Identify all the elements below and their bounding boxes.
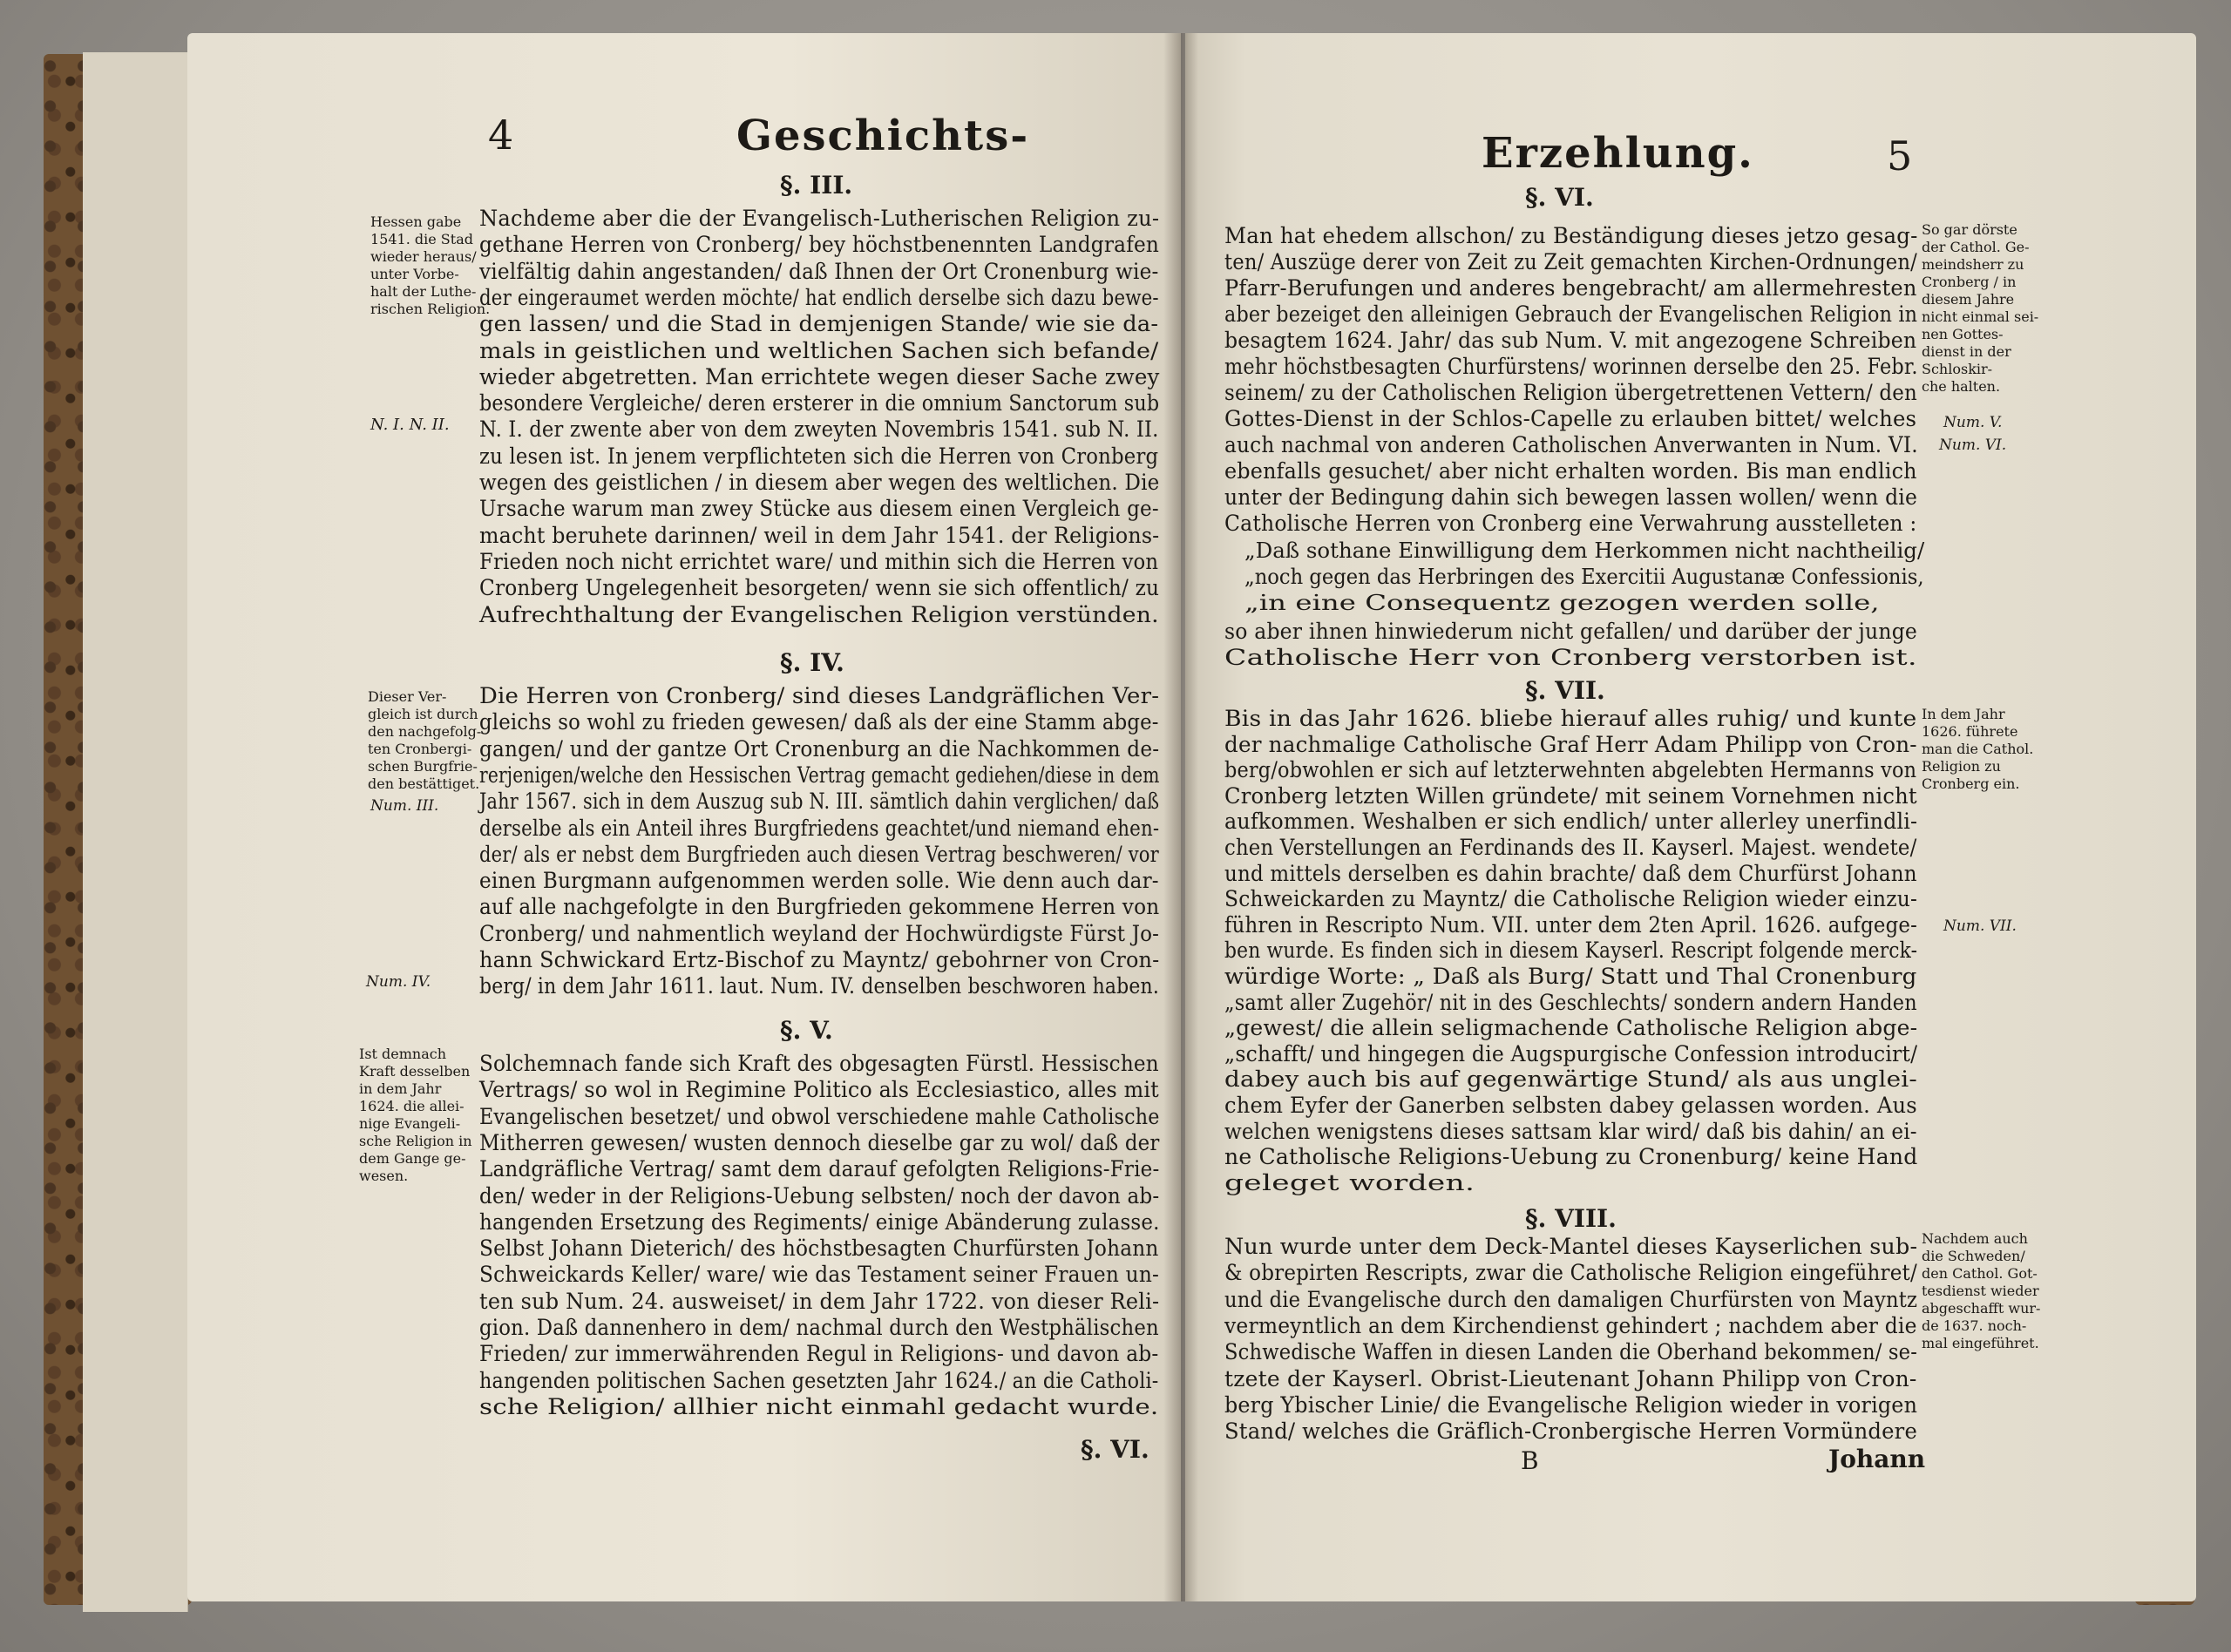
- page-stack-edge: [83, 52, 188, 1612]
- text-line: „gewest/ die allein seligmachende Catholische Religion abge-: [1224, 1015, 1918, 1042]
- text-line: berg Ybischer Linie/ die Evangelische Religion wieder in vorigen: [1224, 1391, 1918, 1418]
- text-line: der nachmalige Catholische Graf Herr Adam Philipp von Cron-: [1224, 731, 1917, 758]
- margin-note: Hessen gabe 1541. die Stad wieder heraus/ unter Vorbe- halt der Luthe- rischen Religion.: [370, 213, 491, 317]
- text-line: würdige Worte: „ Daß als Burg/ Statt und Thal Cronenburg: [1224, 964, 1917, 990]
- text-line: Evangelischen besetzet/ und obwol verschiedene mahle Catholische: [479, 1103, 1160, 1130]
- text-line: ne Catholische Religions-Uebung zu Cronenburg/ keine Hand: [1224, 1144, 1918, 1171]
- text-line: Schweickarden zu Mayntz/ die Catholische Religion wieder einzu-: [1224, 886, 1918, 913]
- text-line: Cronberg/ und nahmentlich weyland der Hochwürdigste Fürst Jo-: [479, 920, 1160, 947]
- text-line: Vertrags/ so wol in Regimine Politico als Ecclesiastico, alles mit: [479, 1077, 1159, 1104]
- text-line: Solchemnach fande sich Kraft des obgesagten Fürstl. Hessischen: [479, 1051, 1159, 1077]
- text-line: Nachdeme aber die der Evangelisch-Lutherischen Religion zu-: [479, 206, 1160, 232]
- text-line: auf alle nachgefolgte in den Burgfrieden gekommene Herren von: [479, 894, 1160, 921]
- section-heading: §. VI.: [1525, 183, 1594, 212]
- text-line: gethane Herren von Cronberg/ bey höchstbenennten Landgrafen: [479, 232, 1160, 259]
- text-line: Cronberg Ungelegenheit besorgeten/ wenn sie sich offentlich/ zu: [479, 575, 1160, 602]
- text-line: chem Eyfer der Ganerben selbsten dabey gelassen worden. Aus: [1224, 1093, 1917, 1119]
- text-line: so aber ihnen hinwiederum nicht gefallen/ und darüber der junge: [1224, 619, 1918, 645]
- text-line: ben wurde. Es finden sich in diesem Kayserl. Rescript folgende merck-: [1224, 938, 1918, 965]
- text-line: chen Verstellungen an Ferdinands des II. Kayserl. Majest. wendete/: [1224, 835, 1917, 861]
- text-line: mehr höchstbesagten Churfürstens/ worinnen derselbe den 25. Febr.: [1224, 354, 1918, 380]
- signature-mark: B: [1521, 1446, 1539, 1475]
- text-line: „schafft/ und hingegen die Augspurgische Confession introducirt/: [1224, 1040, 1918, 1067]
- text-line: seinem/ zu der Catholischen Religion übergetrettenen Vettern/ den: [1224, 380, 1917, 406]
- section-heading: §. III.: [780, 171, 853, 200]
- text-line: „samt aller Zugehör/ nit in des Geschlechts/ sondern andern Handen: [1224, 989, 1917, 1016]
- text-line: hangenden Ersetzung des Regiments/ einige Abänderung zulasse.: [479, 1209, 1160, 1236]
- text-line: Jahr 1567. sich in dem Auszug sub N. III. sämtlich dahin verglichen/ daß: [479, 789, 1160, 816]
- text-line: derselbe als ein Anteil ihres Burgfriedens geachtet/und niemand ehen-: [479, 815, 1160, 842]
- text-line: Stand/ welches die Gräflich-Cronbergische Herren Vormündere: [1224, 1418, 1917, 1446]
- text-line: zu lesen ist. In jenem verpflichteten sich die Herren von Cronberg: [479, 443, 1159, 470]
- text-line: und die Evangelische durch den damaligen Churfürsten von Mayntz: [1224, 1286, 1918, 1313]
- margin-reference: Num. IV.: [366, 973, 431, 991]
- text-line: Ursache warum man zwey Stücke aus diesem einen Vergleich ge-: [479, 496, 1159, 523]
- text-line: Gottes-Dienst in der Schlos-Capelle zu erlauben bittet/ welches: [1224, 406, 1917, 432]
- text-line: N. I. der zwente aber von dem zweyten Novembris 1541. sub N. II.: [479, 416, 1159, 443]
- running-head-left: Geschichts-: [736, 112, 1030, 160]
- text-line: der eingeraumet werden möchte/ hat endlich derselbe sich dazu bewe-: [479, 284, 1159, 311]
- margin-reference: N. I. N. II.: [370, 416, 450, 434]
- section-heading: §. V.: [780, 1016, 833, 1045]
- catchword-right: Johann: [1828, 1445, 1926, 1473]
- text-line: dabey auch bis auf gegenwärtige Stund/ als aus unglei-: [1224, 1066, 1918, 1093]
- section-heading: §. IV.: [780, 648, 844, 677]
- text-line: besondere Vergleiche/ deren ersterer in die omnium Sanctorum sub: [479, 390, 1160, 417]
- margin-reference: Num. VII.: [1943, 917, 2017, 935]
- text-line: Catholische Herren von Cronberg eine Verwahrung ausstelleten :: [1224, 511, 1917, 537]
- text-line: der/ als er nebst dem Burgfrieden auch diesen Vertrag beschweren/ vor: [479, 841, 1159, 868]
- text-line: ebenfalls gesuchet/ aber nicht erhalten worden. Bis man endlich: [1224, 458, 1917, 484]
- page-number-left: 4: [488, 112, 514, 159]
- text-line: wegen des geistlichen / in diesem aber wegen des weltlichen. Die: [479, 470, 1160, 496]
- text-line: Nun wurde unter dem Deck-Mantel dieses Kayserlichen sub-: [1224, 1234, 1918, 1260]
- margin-note: In dem Jahr 1626. führete man die Cathol. Religion zu Cronberg ein.: [1922, 706, 2034, 792]
- text-line: geleget worden.: [1224, 1169, 1475, 1196]
- text-line: „in eine Consequentz gezogen werden solle,: [1244, 591, 1880, 615]
- text-line: aufkommen. Weshalben er sich endlich/ unter allerley unerfindli-: [1224, 809, 1918, 836]
- text-line: mals in geistlichen und weltlichen Sachen sich befande/: [479, 337, 1159, 364]
- section-heading: §. VII.: [1525, 676, 1605, 705]
- text-line: gangen/ und der gantze Ort Cronenburg an die Nachkommen de-: [479, 735, 1160, 762]
- text-line: einen Burgmann aufgenommen werden solle. Wie denn auch dar-: [479, 868, 1159, 895]
- section-heading: §. VIII.: [1525, 1204, 1617, 1233]
- text-line: „Daß sothane Einwilligung dem Herkommen nicht nachtheilig/: [1244, 538, 1925, 563]
- text-line: Frieden noch nicht errichtet ware/ und mithin sich die Herren von: [479, 548, 1159, 575]
- text-line: führen in Rescripto Num. VII. unter dem 2ten April. 1626. aufgege-: [1224, 911, 1917, 938]
- text-line: Mitherren gewesen/ wusten dennoch dieselbe gar zu wol/ daß der: [479, 1129, 1160, 1156]
- text-line: auch nachmal von anderen Catholischen Anverwanten in Num. VI.: [1224, 432, 1918, 458]
- text-line: Bis in das Jahr 1626. bliebe hierauf alles ruhig/ und kunte: [1224, 706, 1917, 732]
- margin-note: Ist demnach Kraft desselben in dem Jahr 1624. die allei- nige Evangeli- sche Religion in dem Gange ge- wesen.: [359, 1046, 472, 1184]
- text-line: vermeyntlich an dem Kirchendienst gehindert ; nachdem aber die: [1224, 1312, 1917, 1339]
- margin-note: So gar dörste der Cathol. Ge- meindsherr zu Cronberg / in diesem Jahre nicht einmal sei- nen Gottes- dienst in der Schloskir- che halten.: [1922, 221, 2039, 395]
- text-line: hann Schwickard Ertz-Bischof zu Mayntz/ gebohrner von Cron-: [479, 947, 1160, 973]
- text-line: Selbst Johann Dieterich/ des höchstbesagten Churfürsten Johann: [479, 1236, 1159, 1263]
- text-line: & obrepirten Rescripts, zwar die Catholische Religion eingeführet/: [1224, 1260, 1917, 1287]
- text-line: gleichs so wohl zu frieden gewesen/ daß als der eine Stamm abge-: [479, 709, 1159, 736]
- text-line: besagtem 1624. Jahr/ das sub Num. V. mit angezogene Schreiben: [1224, 328, 1917, 354]
- margin-note: Nachdem auch die Schweden/ den Cathol. Got- tesdienst wieder abgeschafft wur- de 1637. noch- mal eingeführet.: [1922, 1230, 2041, 1351]
- text-line: und mittels derselben es dahin brachte/ daß dem Churfürst Johann: [1224, 860, 1917, 887]
- running-head-right: Erzehlung.: [1482, 129, 1754, 178]
- text-line: Frieden/ zur immerwährenden Regul in Religions- und davon ab-: [479, 1341, 1159, 1368]
- text-line: Man hat ehedem allschon/ zu Beständigung dieses jetzo gesag-: [1224, 223, 1918, 249]
- text-line: „noch gegen das Herbringen des Exercitii Augustanæ Confessionis,: [1244, 565, 1924, 589]
- text-line: welchen wenigstens dieses sattsam klar wird/ daß bis dahin/ an ei-: [1224, 1118, 1917, 1145]
- text-line: aber bezeiget den alleinigen Gebrauch der Evangelischen Religion in: [1224, 301, 1918, 328]
- catchword-left: §. VI.: [1081, 1435, 1149, 1464]
- text-line: berg/ in dem Jahr 1611. laut. Num. IV. denselben beschworen haben.: [479, 973, 1159, 1000]
- text-line: Schwedische Waffen in diesen Landen die Oberhand bekommen/ se-: [1224, 1339, 1918, 1366]
- margin-note: Dieser Ver- gleich ist durch den nachgefolg- ten Cronbergi- schen Burgfrie- den bestättiget.: [368, 688, 482, 792]
- text-line: den/ weder in der Religions-Uebung selbsten/ noch der davon ab-: [479, 1182, 1160, 1209]
- margin-reference: Num. V.: [1943, 414, 2003, 431]
- text-line: tzete der Kayserl. Obrist-Lieutenant Johann Philipp von Cron-: [1224, 1365, 1917, 1392]
- text-line: unter der Bedingung dahin sich bewegen lassen wollen/ wenn die: [1224, 484, 1918, 511]
- book-gutter: [1163, 33, 1198, 1601]
- text-line: berg/obwohlen er sich auf letzterwehnten abgelebten Hermanns von: [1224, 757, 1917, 784]
- page-number-right: 5: [1887, 132, 1913, 179]
- text-line: gion. Daß dannenhero in dem/ nachmal durch den Westphälischen: [479, 1315, 1159, 1341]
- text-line: sche Religion/ allhier nicht einmahl gedacht wurde.: [479, 1393, 1159, 1420]
- text-line: wieder abgetretten. Man errichtete wegen dieser Sache zwey: [479, 363, 1160, 390]
- text-line: macht beruhete darinnen/ weil in dem Jahr 1541. der Religions-: [479, 522, 1160, 549]
- margin-reference: Num. VI.: [1939, 437, 2007, 454]
- text-line: ten sub Num. 24. ausweiset/ in dem Jahr 1722. von dieser Reli-: [479, 1288, 1160, 1315]
- text-line: Landgräfliche Vertrag/ samt dem darauf gefolgten Religions-Frie-: [479, 1156, 1160, 1183]
- text-line: Schweickards Keller/ ware/ wie das Testament seiner Frauen un-: [479, 1262, 1160, 1289]
- text-line: Die Herren von Cronberg/ sind dieses Landgräflichen Ver-: [479, 683, 1160, 709]
- text-line: ten/ Auszüge derer von Zeit zu Zeit gemachten Kirchen-Ordnungen/: [1224, 249, 1917, 275]
- text-line: gen lassen/ und die Stad in demjenigen Stande/ wie sie da-: [479, 311, 1159, 338]
- text-line: Cronberg letzten Willen gründete/ mit seinem Vornehmen nicht: [1224, 782, 1917, 809]
- text-line: rerjenigen/welche den Hessischen Vertrag gemacht gediehen/diese in dem: [479, 762, 1160, 789]
- text-line: Catholische Herr von Cronberg verstorben ist.: [1224, 645, 1917, 671]
- margin-reference: Num. III.: [370, 797, 439, 815]
- text-line: Aufrechthaltung der Evangelischen Religion verstünden.: [479, 601, 1159, 628]
- text-line: vielfältig dahin angestanden/ daß Ihnen der Ort Cronenburg wie-: [479, 258, 1159, 285]
- text-line: hangenden politischen Sachen gesetzten Jahr 1624./ an die Catholi-: [479, 1367, 1159, 1394]
- text-line: Pfarr-Berufungen und anderes bengebracht/ am allermehresten: [1224, 275, 1917, 301]
